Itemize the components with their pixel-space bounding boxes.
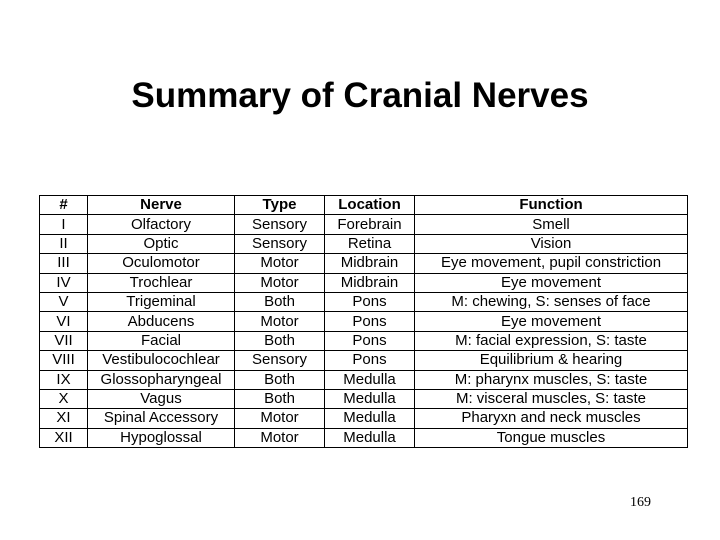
cell-function: Equilibrium & hearing bbox=[415, 351, 688, 370]
table-row bbox=[40, 331, 688, 350]
cell-nerve: Glossopharyngeal bbox=[88, 370, 235, 389]
header-function: Function bbox=[415, 196, 688, 215]
cell-type: Both bbox=[235, 331, 325, 350]
cell-function: Eye movement bbox=[415, 273, 688, 292]
cell-type: Motor bbox=[235, 254, 325, 273]
table-row bbox=[40, 234, 688, 253]
cell-number: II bbox=[40, 234, 88, 253]
header-location: Location bbox=[325, 196, 415, 215]
cell-number: V bbox=[40, 292, 88, 311]
cell-location: Pons bbox=[325, 351, 415, 370]
cell-type: Both bbox=[235, 370, 325, 389]
cell-location: Pons bbox=[325, 331, 415, 350]
cell-number: XI bbox=[40, 409, 88, 428]
table-row bbox=[40, 409, 688, 428]
cell-location: Medulla bbox=[325, 428, 415, 447]
slide-title: Summary of Cranial Nerves bbox=[131, 76, 589, 115]
table-row bbox=[40, 312, 688, 331]
cell-number: VII bbox=[40, 331, 88, 350]
cell-location: Midbrain bbox=[325, 254, 415, 273]
table-row bbox=[40, 254, 688, 273]
table-row bbox=[40, 428, 688, 447]
cell-nerve: Vestibulocochlear bbox=[88, 351, 235, 370]
header-type: Type bbox=[235, 196, 325, 215]
cell-number: XII bbox=[40, 428, 88, 447]
table-row bbox=[40, 273, 688, 292]
table-row bbox=[40, 389, 688, 408]
cell-location: Forebrain bbox=[325, 215, 415, 234]
cell-type: Sensory bbox=[235, 234, 325, 253]
cell-function: M: visceral muscles, S: taste bbox=[415, 389, 688, 408]
header-number: # bbox=[40, 196, 88, 215]
cell-nerve: Spinal Accessory bbox=[88, 409, 235, 428]
cell-number: I bbox=[40, 215, 88, 234]
cell-function: Vision bbox=[415, 234, 688, 253]
cell-function: Tongue muscles bbox=[415, 428, 688, 447]
cell-number: III bbox=[40, 254, 88, 273]
table-row bbox=[40, 370, 688, 389]
cell-number: VI bbox=[40, 312, 88, 331]
cell-function: Eye movement, pupil constriction bbox=[415, 254, 688, 273]
cell-location: Medulla bbox=[325, 409, 415, 428]
cell-function: M: facial expression, S: taste bbox=[415, 331, 688, 350]
cell-number: IX bbox=[40, 370, 88, 389]
cell-type: Sensory bbox=[235, 351, 325, 370]
header-nerve: Nerve bbox=[88, 196, 235, 215]
cell-function: Pharyxn and neck muscles bbox=[415, 409, 688, 428]
cell-type: Motor bbox=[235, 409, 325, 428]
cell-nerve: Trigeminal bbox=[88, 292, 235, 311]
table-row bbox=[40, 292, 688, 311]
cell-type: Motor bbox=[235, 273, 325, 292]
cell-nerve: Hypoglossal bbox=[88, 428, 235, 447]
cell-function: Smell bbox=[415, 215, 688, 234]
cell-nerve: Vagus bbox=[88, 389, 235, 408]
cell-number: X bbox=[40, 389, 88, 408]
cell-location: Retina bbox=[325, 234, 415, 253]
cell-nerve: Facial bbox=[88, 331, 235, 350]
cell-type: Both bbox=[235, 389, 325, 408]
cell-location: Midbrain bbox=[325, 273, 415, 292]
cell-number: VIII bbox=[40, 351, 88, 370]
table-row bbox=[40, 351, 688, 370]
cell-location: Pons bbox=[325, 292, 415, 311]
cell-type: Motor bbox=[235, 428, 325, 447]
page-number: 169 bbox=[630, 495, 651, 510]
table-row bbox=[40, 215, 688, 234]
table-body bbox=[40, 215, 688, 448]
cell-nerve: Trochlear bbox=[88, 273, 235, 292]
cell-nerve: Abducens bbox=[88, 312, 235, 331]
cell-type: Motor bbox=[235, 312, 325, 331]
cell-nerve: Optic bbox=[88, 234, 235, 253]
cell-nerve: Oculomotor bbox=[88, 254, 235, 273]
cell-function: M: chewing, S: senses of face bbox=[415, 292, 688, 311]
cell-type: Sensory bbox=[235, 215, 325, 234]
cell-type: Both bbox=[235, 292, 325, 311]
cell-nerve: Olfactory bbox=[88, 215, 235, 234]
cell-location: Pons bbox=[325, 312, 415, 331]
cell-function: Eye movement bbox=[415, 312, 688, 331]
cranial-nerves-table bbox=[39, 195, 688, 448]
cell-number: IV bbox=[40, 273, 88, 292]
table-header-row bbox=[40, 196, 688, 215]
cell-location: Medulla bbox=[325, 389, 415, 408]
cell-location: Medulla bbox=[325, 370, 415, 389]
cell-function: M: pharynx muscles, S: taste bbox=[415, 370, 688, 389]
